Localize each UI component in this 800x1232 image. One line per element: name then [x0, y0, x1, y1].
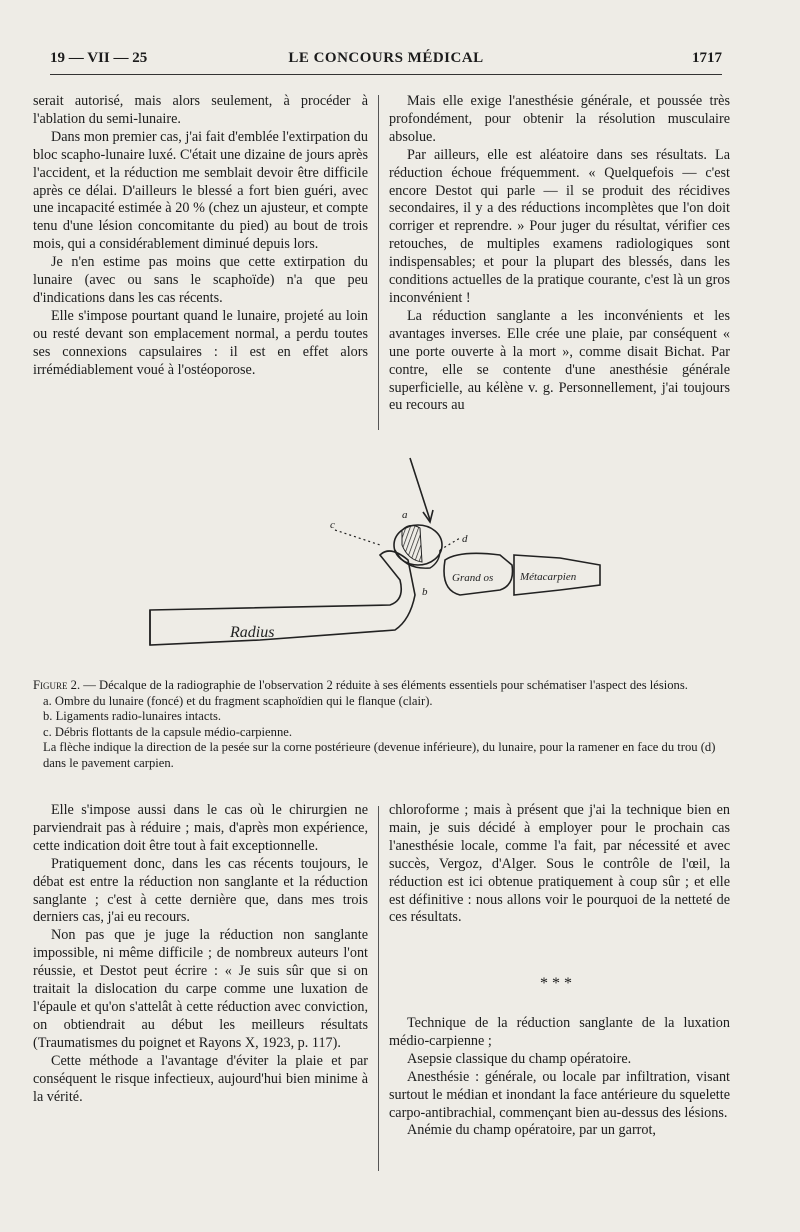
- caption-item-b: b. Ligaments radio-lunaires intacts.: [43, 709, 222, 723]
- column-bottom-left: [33, 802, 368, 1106]
- paragraph: Anémie du champ opératoire, par un garrot,: [407, 1122, 656, 1139]
- label-radius: Radius: [230, 624, 275, 641]
- paragraph: Anesthésie : générale, ou locale par infiltration, visant surtout le médian et inondant la face antérieure du squelette carpo-antibrachial, commençant bien au-dessus des lésions.: [389, 1068, 730, 1121]
- column-divider: [378, 95, 379, 430]
- label-metacarpien: Métacarpien: [520, 571, 577, 583]
- label-grand-os: Grand os: [452, 572, 494, 584]
- paragraph: Non pas que je juge la réduction non sanglante impossible, ni même difficile ; de nombreux auteurs l'ont réussie, et Destot peut écrire : « Je suis sûr que si on traitait la dislocation du carpe comme une luxation de l'épaule et qu'on s'attelât à cette réduction avec conviction, on obtiendrait au début les meilleurs résultats (Traumatismes du poignet et Rayons X, 1923, p. 117).: [33, 927, 368, 1051]
- caption-title: [33, 678, 733, 694]
- figure-caption: [33, 678, 733, 771]
- header-date: 19 — VII — 25: [50, 50, 148, 66]
- figure-2-radiograph-tracing: [140, 450, 620, 670]
- paragraph: Mais elle exige l'anesthésie générale, et poussée très profondément, pour obtenir la résolution musculaire absolue.: [389, 93, 730, 145]
- column-bottom-right-technique: [389, 1015, 730, 1140]
- column-top-left: [33, 93, 368, 380]
- paragraph: Elle s'impose aussi dans le cas où le chirurgien ne parviendrait pas à réduire ; mais, d'après mon expérience, cette indication doit être tout à fait exceptionnelle.: [33, 802, 368, 854]
- paragraph: serait autorisé, mais alors seulement, à procéder à l'ablation du semi-lunaire.: [33, 93, 368, 127]
- caption-arrow-note: La flèche indique la direction de la pesée sur la corne postérieure (devenue inférieure), du lunaire, pour la ramener en face du trou (d) dans le pavement carpien.: [43, 740, 716, 770]
- paragraph: La réduction sanglante a les inconvénients et les avantages inverses. Elle crée une plaie, par conséquent « une porte ouverte à la mort », comme disait Bichat. Par contre, elle se contente d'une anesthésie générale superficielle, au kélène v. g. Personnellement, j'ai toujours eu recours au: [389, 307, 730, 414]
- column-divider: [378, 806, 379, 1171]
- label-a: a: [402, 509, 408, 521]
- label-d: d: [462, 533, 468, 545]
- paragraph: Dans mon premier cas, j'ai fait d'emblée l'extirpation du bloc scapho-lunaire luxé. C'était une dizaine de jours après l'accident, et la réduction me semblait devoir être difficile après ce délai. D'ailleurs le blessé a fort bien guéri, avec une incapacité estimée à 20 % (chez un ajusteur, et compte tenu d'une lésion concomitante du pied) au bout de trois mois, qui a considérablement diminué depuis lors.: [33, 128, 368, 253]
- column-top-right: [389, 93, 730, 415]
- section-asterism: * * *: [540, 975, 572, 992]
- caption-figure-label: Figure 2.: [33, 678, 81, 692]
- caption-item-a: a. Ombre du lunaire (foncé) et du fragment scaphoïdien qui le flanque (clair).: [43, 693, 433, 708]
- paragraph: Elle s'impose pourtant quand le lunaire, projeté au loin ou resté devant son emplacement normal, a perdu toutes ses connexions capsulaires : il est en effet alors irrémédiablement voué à l'ostéoporose.: [33, 307, 368, 378]
- paragraph: Asepsie classique du champ opératoire.: [407, 1050, 632, 1067]
- paragraph: chloroforme ; mais à présent que j'ai la technique bien en main, je suis décidé à employer pour le prochain cas l'anesthésie locale, comme l'a fait, par nécessité et avec succès, Vergoz, d'Alger. Sous le contrôle de l'œil, la réduction est ici obtenue pratiquement à coup sûr ; et elle est définitive : nous allons voir le pourquoi de la netteté de ces résultats.: [389, 802, 730, 926]
- header-page-number: 1717: [692, 50, 722, 66]
- header-journal-title: LE CONCOURS MÉDICAL: [288, 50, 484, 66]
- label-b: b: [422, 586, 428, 598]
- caption-line1: — Décalque de la radiographie de l'observation 2 réduite à ses éléments essentiels pour schématiser l'aspect des lésions.: [80, 678, 688, 692]
- paragraph: Par ailleurs, elle est aléatoire dans ses résultats. La réduction échoue fréquemment. « Quelquefois — c'est encore Destot qui parle — il se produit des récidives secondaires, il y a des réductions incomplètes que l'on doit corriger et reprendre. » Pour juger du résultat, vérifier ces retouches, de multiples examens radiologiques sont indispensables; et pour la plupart des blessés, dans les conditions actuelles de la pratique courante, c'est là un gros inconvénient !: [389, 146, 730, 306]
- paragraph: Technique de la réduction sanglante de la luxation médio-carpienne ;: [389, 1015, 730, 1049]
- label-c: c: [330, 519, 335, 531]
- paragraph: Pratiquement donc, dans les cas récents toujours, le débat est entre la réduction non sanglante et la réduction sanglante ; c'est à cette dernière que, dans mes trois derniers cas, j'ai eu recours.: [33, 855, 368, 926]
- paragraph: Cette méthode a l'avantage d'éviter la plaie et par conséquent le risque infectieux, aujourd'hui bien minime à la vérité.: [33, 1052, 368, 1105]
- caption-item-c: c. Débris flottants de la capsule médio-carpienne.: [43, 724, 292, 739]
- column-bottom-right: [389, 802, 730, 927]
- paragraph: Je n'en estime pas moins que cette extirpation du lunaire (avec ou sans le scaphoïde) n'a que peu d'indications dans les cas récents.: [33, 254, 368, 306]
- running-header: [50, 50, 722, 75]
